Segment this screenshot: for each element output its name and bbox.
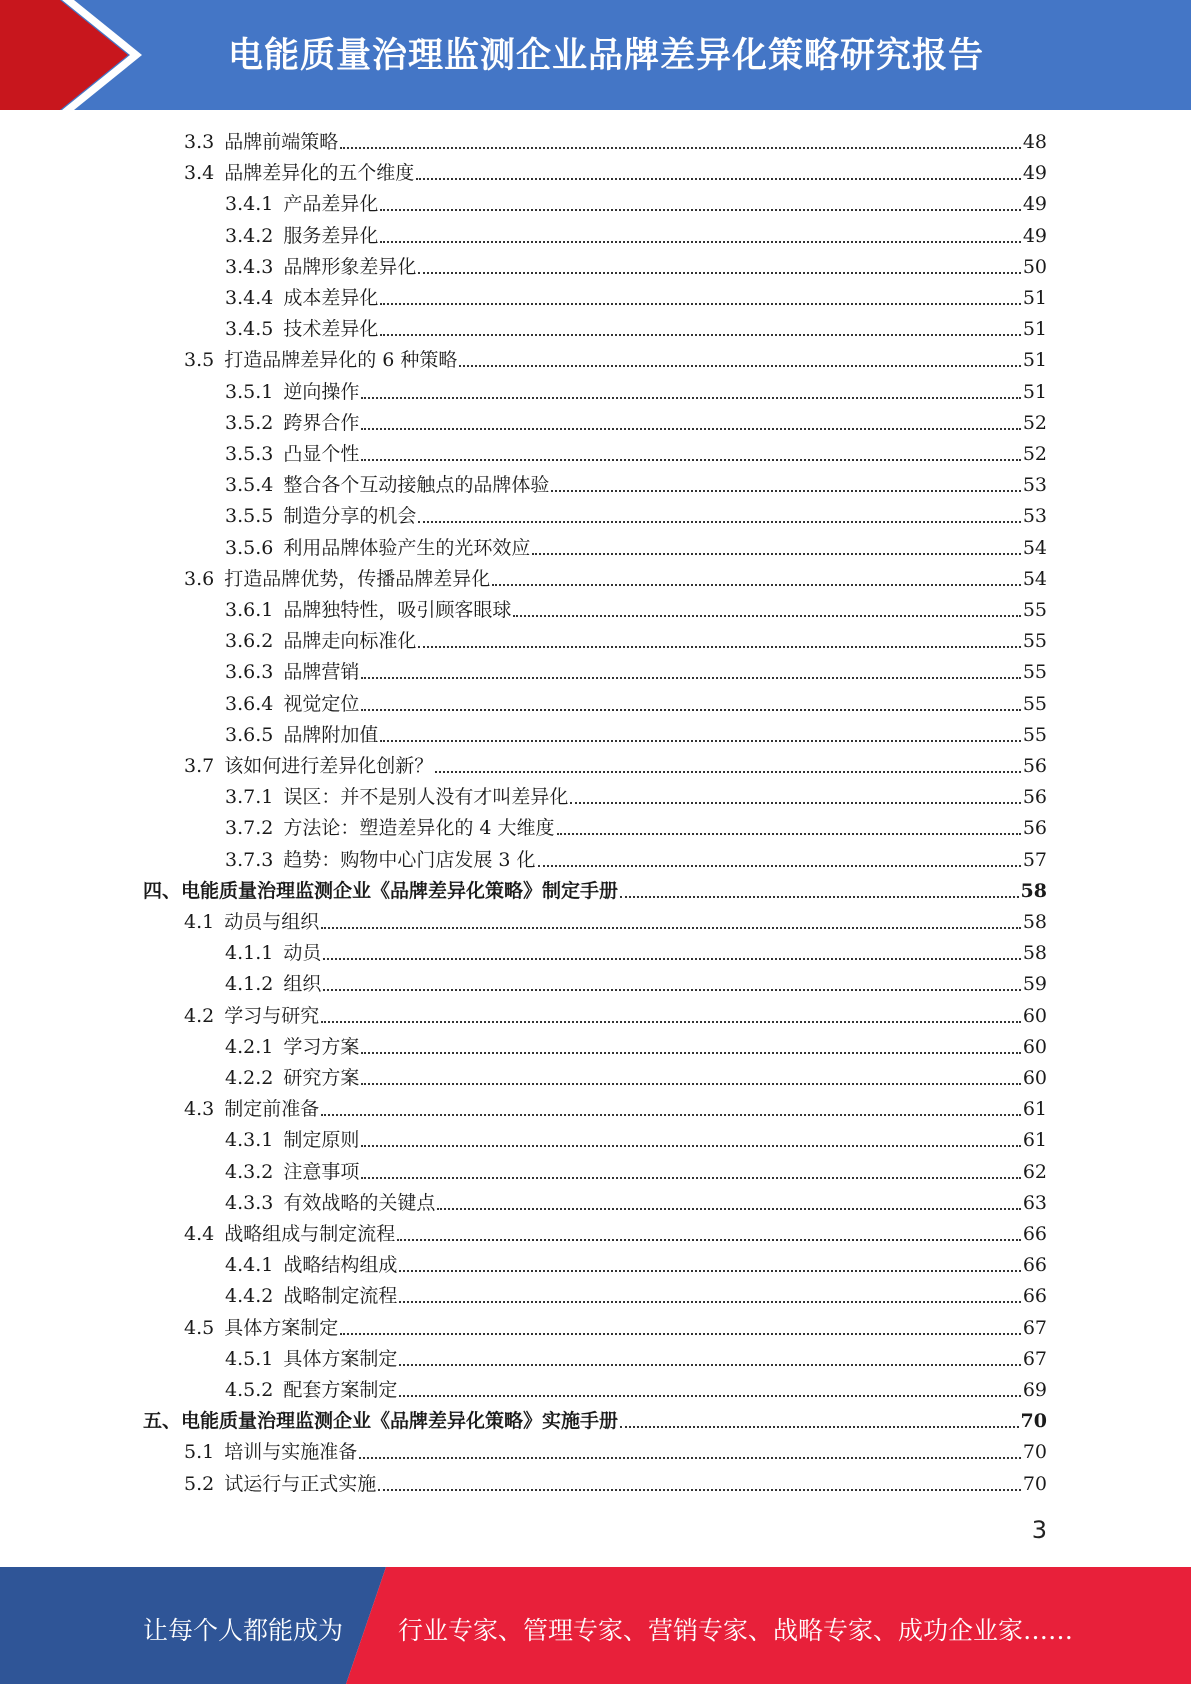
toc-dot-leader [620, 1424, 1019, 1428]
toc-dot-leader [492, 582, 1021, 586]
toc-entry[interactable] [184, 751, 1047, 782]
toc-entry-page: 51 [1022, 318, 1047, 341]
toc-entry[interactable] [225, 1032, 1047, 1063]
toc-dot-leader [361, 1050, 1020, 1054]
toc-entry[interactable] [225, 439, 1047, 470]
toc-entry-number: 3.4.2 [225, 224, 274, 247]
toc-dot-leader [380, 207, 1020, 211]
toc-entry-number: 4.2 [184, 1004, 215, 1027]
toc-entry-page: 58 [1022, 942, 1047, 965]
toc-entry-title: 动员与组织 [224, 911, 320, 933]
toc-entry-number: 4.4.1 [225, 1254, 274, 1277]
toc-entry-title: 凸显个性 [283, 443, 360, 465]
toc-entry-number: 3.6.3 [225, 661, 274, 684]
toc-dot-leader [321, 1019, 1021, 1023]
toc-entry[interactable] [225, 1250, 1047, 1281]
toc-dot-leader [418, 270, 1020, 274]
toc-entry-number: 4.5.2 [225, 1379, 274, 1401]
toc-entry[interactable] [184, 1001, 1047, 1032]
toc-entry-title: 整合各个互动接触点的品牌体验 [283, 474, 550, 497]
toc-entry-number: 3.7.3 [225, 848, 274, 871]
toc-entry[interactable] [225, 501, 1047, 532]
toc-entry-number: 3.5.2 [225, 411, 274, 434]
toc-entry[interactable] [143, 876, 1047, 907]
toc-entry[interactable] [225, 1188, 1047, 1219]
toc-entry[interactable] [225, 1063, 1047, 1094]
toc-entry-page: 66 [1022, 1254, 1047, 1277]
toc-dot-leader [418, 519, 1020, 523]
toc-entry-title: 品牌附加值 [283, 723, 379, 746]
toc-entry-page: 56 [1022, 817, 1047, 840]
toc-entry[interactable] [225, 1157, 1047, 1188]
toc-entry-page: 49 [1022, 193, 1047, 216]
toc-entry[interactable] [225, 533, 1047, 564]
toc-dot-leader [361, 426, 1020, 430]
toc-entry-page: 49 [1022, 162, 1047, 185]
toc-dot-leader [361, 395, 1020, 399]
toc-entry[interactable] [225, 221, 1047, 252]
toc-entry-page: 55 [1022, 630, 1047, 653]
toc-entry-title: 视觉定位 [283, 692, 360, 715]
toc-entry-page: 60 [1022, 1035, 1047, 1058]
toc-entry-title: 学习方案 [283, 1035, 360, 1058]
toc-entry-page: 59 [1022, 973, 1047, 996]
toc-entry-number: 3.4.4 [225, 287, 274, 309]
toc-dot-leader [361, 707, 1020, 711]
document-title: 电能质量治理监测企业品牌差异化策略研究报告 [228, 36, 985, 76]
toc-dot-leader [459, 363, 1020, 367]
toc-entry-title: 品牌形象差异化 [283, 255, 417, 278]
toc-entry-title: 品牌走向标准化 [283, 630, 417, 653]
toc-entry-title: 成本差异化 [283, 287, 379, 309]
toc-entry[interactable] [143, 1406, 1047, 1437]
toc-dot-leader [416, 176, 1021, 180]
footer-slogan-right: 行业专家、管理专家、营销专家、战略专家、成功企业家…… [398, 1616, 1074, 1645]
toc-entry-title: 制定原则 [283, 1129, 360, 1152]
toc-entry-page: 51 [1022, 349, 1047, 372]
toc-entry[interactable] [225, 314, 1047, 345]
toc-entry-page: 56 [1022, 786, 1047, 809]
toc-entry-page: 61 [1022, 1129, 1047, 1152]
toc-entry-title: 电能质量治理监测企业《品牌差异化策略》实施手册 [181, 1410, 619, 1433]
toc-entry-number: 4.1 [184, 911, 215, 933]
toc-entry[interactable] [225, 1375, 1047, 1406]
toc-entry-number: 3.5.5 [225, 505, 274, 528]
toc-entry-title: 具体方案制定 [283, 1347, 398, 1370]
toc-entry-number: 4.2.2 [225, 1067, 274, 1089]
toc-entry-page: 67 [1022, 1316, 1047, 1339]
toc-entry[interactable] [184, 564, 1047, 595]
page-footer [0, 1567, 1191, 1684]
toc-entry-page: 51 [1022, 287, 1047, 309]
toc-entry-title: 研究方案 [283, 1067, 360, 1089]
toc-entry-title: 学习与研究 [224, 1004, 320, 1027]
toc-entry-title: 试运行与正式实施 [224, 1472, 377, 1495]
toc-entry-number: 4.3.1 [225, 1129, 274, 1152]
toc-entry-number: 4.5.1 [225, 1347, 274, 1370]
toc-dot-leader [380, 738, 1020, 742]
header-arrow-decoration [0, 0, 160, 110]
toc-entry-number: 4.4 [184, 1223, 215, 1245]
toc-entry-page: 55 [1022, 692, 1047, 715]
toc-dot-leader [323, 956, 1020, 960]
toc-entry[interactable] [225, 1125, 1047, 1156]
toc-entry-number: 3.5.4 [225, 474, 274, 497]
toc-entry[interactable] [225, 720, 1047, 751]
toc-entry-title: 品牌前端策略 [224, 131, 339, 153]
toc-entry[interactable] [225, 813, 1047, 844]
toc-entry-number: 五、 [143, 1410, 182, 1433]
toc-dot-leader [323, 987, 1020, 991]
toc-entry-title: 服务差异化 [283, 224, 379, 247]
toc-dot-leader [380, 239, 1020, 243]
toc-entry[interactable] [225, 283, 1047, 314]
toc-entry[interactable] [225, 470, 1047, 501]
toc-entry[interactable] [225, 689, 1047, 720]
toc-dot-leader [361, 675, 1020, 679]
toc-entry-number: 4.3 [184, 1098, 215, 1121]
toc-entry-page: 69 [1022, 1379, 1047, 1401]
toc-entry[interactable] [225, 782, 1047, 813]
toc-entry-number: 四、 [143, 879, 182, 902]
toc-entry-page: 60 [1022, 1004, 1047, 1027]
toc-entry-number: 3.5 [184, 349, 215, 372]
toc-entry-page: 55 [1022, 661, 1047, 684]
toc-entry-title: 制定前准备 [224, 1098, 320, 1121]
toc-entry-page: 62 [1022, 1160, 1047, 1183]
toc-entry-number: 4.1.2 [225, 973, 274, 996]
toc-entry-page: 52 [1022, 411, 1047, 434]
toc-entry-title: 培训与实施准备 [224, 1441, 358, 1464]
toc-entry-title: 具体方案制定 [224, 1316, 339, 1339]
toc-entry[interactable] [225, 377, 1047, 408]
toc-dot-leader [513, 613, 1020, 617]
toc-entry-number: 3.5.6 [225, 536, 274, 559]
toc-entry[interactable] [184, 1219, 1047, 1250]
toc-entry-number: 4.3.2 [225, 1160, 274, 1183]
toc-entry-page: 56 [1022, 755, 1047, 777]
toc-entry-page: 63 [1022, 1191, 1047, 1214]
toc-entry[interactable] [225, 938, 1047, 969]
toc-entry-title: 品牌差异化的五个维度 [224, 162, 415, 185]
toc-entry[interactable] [184, 907, 1047, 938]
toc-entry-number: 3.3 [184, 131, 215, 153]
toc-entry-title: 产品差异化 [283, 193, 379, 216]
toc-entry-page: 51 [1022, 380, 1047, 403]
toc-dot-leader [321, 1112, 1021, 1116]
toc-entry-number: 3.5.1 [225, 380, 274, 403]
toc-dot-leader [378, 1487, 1021, 1491]
toc-entry[interactable] [225, 969, 1047, 1000]
toc-entry-number: 4.5 [184, 1316, 215, 1339]
toc-entry-title: 电能质量治理监测企业《品牌差异化策略》制定手册 [181, 879, 619, 902]
toc-entry[interactable] [225, 1344, 1047, 1375]
toc-entry[interactable] [184, 158, 1047, 189]
toc-entry[interactable] [225, 252, 1047, 283]
toc-entry-page: 52 [1022, 443, 1047, 465]
toc-entry-number: 3.4.5 [225, 318, 274, 341]
toc-dot-leader [435, 769, 1021, 773]
toc-entry-number: 4.3.3 [225, 1191, 274, 1214]
toc-entry-title: 逆向操作 [283, 380, 360, 403]
toc-entry-title: 有效战略的关键点 [283, 1191, 436, 1214]
toc-entry[interactable] [184, 127, 1047, 158]
toc-entry[interactable] [225, 626, 1047, 657]
toc-entry-page: 70 [1020, 1410, 1047, 1433]
toc-entry-page: 55 [1022, 599, 1047, 621]
toc-entry-title: 组织 [283, 973, 322, 996]
toc-entry-page: 48 [1022, 131, 1047, 153]
toc-entry-page: 70 [1022, 1472, 1047, 1495]
toc-entry-title: 方法论：塑造差异化的 4 大维度 [283, 817, 555, 840]
toc-dot-leader [361, 1175, 1020, 1179]
toc-dot-leader [538, 863, 1021, 867]
toc-dot-leader [361, 1081, 1020, 1085]
toc-dot-leader [361, 457, 1020, 461]
toc-dot-leader [397, 1237, 1021, 1241]
toc-entry-title: 技术差异化 [283, 318, 379, 341]
toc-entry-title: 品牌独特性，吸引顾客眼球 [283, 599, 512, 621]
toc-entry[interactable] [184, 345, 1047, 376]
toc-entry-page: 67 [1022, 1347, 1047, 1370]
toc-entry-page: 54 [1022, 567, 1047, 590]
toc-entry-number: 4.1.1 [225, 942, 274, 965]
toc-entry[interactable] [225, 1281, 1047, 1312]
toc-entry[interactable] [225, 845, 1047, 876]
toc-entry-title: 战略制定流程 [283, 1285, 398, 1308]
toc-dot-leader [570, 800, 1020, 804]
toc-dot-leader [418, 644, 1020, 648]
toc-dot-leader [361, 1143, 1020, 1147]
toc-entry-title: 品牌营销 [283, 661, 360, 684]
toc-entry-number: 3.6.2 [225, 630, 274, 653]
toc-entry-title: 动员 [283, 942, 322, 965]
toc-entry-page: 55 [1022, 723, 1047, 746]
toc-entry-number: 3.7 [184, 755, 215, 777]
toc-dot-leader [557, 831, 1021, 835]
toc-dot-leader [551, 488, 1020, 492]
toc-entry-title: 战略组成与制定流程 [224, 1223, 396, 1245]
toc-entry-title: 注意事项 [283, 1160, 360, 1183]
toc-entry-number: 3.4 [184, 162, 215, 185]
toc-entry-page: 58 [1020, 879, 1047, 902]
toc-entry[interactable] [225, 189, 1047, 220]
page-number: 3 [1031, 1516, 1047, 1544]
toc-entry-number: 3.6 [184, 567, 215, 590]
toc-dot-leader [340, 1331, 1021, 1335]
toc-entry-title: 配套方案制定 [283, 1379, 398, 1401]
toc-entry-page: 66 [1022, 1285, 1047, 1308]
toc-entry-number: 3.7.2 [225, 817, 274, 840]
toc-entry[interactable] [184, 1313, 1047, 1344]
toc-entry-title: 该如何进行差异化创新？ [224, 755, 434, 777]
toc-entry-page: 57 [1022, 848, 1047, 871]
toc-entry-number: 5.2 [184, 1472, 215, 1495]
toc-dot-leader [380, 301, 1020, 305]
toc-entry[interactable] [225, 408, 1047, 439]
toc-entry-number: 4.2.1 [225, 1035, 274, 1058]
toc-entry-title: 误区：并不是别人没有才叫差异化 [283, 786, 569, 809]
toc-entry-title: 制造分享的机会 [283, 505, 417, 528]
toc-dot-leader [620, 894, 1019, 898]
toc-dot-leader [399, 1393, 1020, 1397]
toc-entry-page: 61 [1022, 1098, 1047, 1121]
toc-dot-leader [399, 1362, 1020, 1366]
toc-entry-number: 4.4.2 [225, 1285, 274, 1308]
toc-entry-number: 3.6.4 [225, 692, 274, 715]
toc-entry-title: 利用品牌体验产生的光环效应 [283, 536, 531, 559]
toc-dot-leader [321, 925, 1021, 929]
toc-entry-title: 打造品牌优势，传播品牌差异化 [224, 567, 491, 590]
toc-entry-title: 战略结构组成 [283, 1254, 398, 1277]
toc-entry-title: 趋势：购物中心门店发展 3 化 [283, 848, 536, 871]
toc-dot-leader [399, 1299, 1020, 1303]
toc-entry-number: 3.5.3 [225, 443, 274, 465]
toc-entry-title: 跨界合作 [283, 411, 360, 434]
toc-entry-page: 49 [1022, 224, 1047, 247]
toc-entry-page: 50 [1022, 255, 1047, 278]
toc-entry-number: 3.6.5 [225, 723, 274, 746]
toc-entry-page: 70 [1022, 1441, 1047, 1464]
toc-entry-number: 3.7.1 [225, 786, 274, 809]
toc-entry[interactable] [225, 657, 1047, 688]
toc-entry-number: 3.4.3 [225, 255, 274, 278]
toc-entry-number: 5.1 [184, 1441, 215, 1464]
toc-entry[interactable] [184, 1469, 1047, 1500]
toc-entry[interactable] [184, 1094, 1047, 1125]
toc-entry[interactable] [184, 1437, 1047, 1468]
toc-entry-page: 53 [1022, 505, 1047, 528]
toc-entry-page: 58 [1022, 911, 1047, 933]
toc-entry-page: 60 [1022, 1067, 1047, 1089]
toc-entry-number: 3.4.1 [225, 193, 274, 216]
toc-dot-leader [399, 1268, 1020, 1272]
toc-entry-number: 3.6.1 [225, 599, 274, 621]
toc-entry-page: 66 [1022, 1223, 1047, 1245]
toc-dot-leader [340, 145, 1021, 149]
page-header [0, 0, 1191, 110]
toc-dot-leader [359, 1455, 1021, 1459]
toc-dot-leader [437, 1206, 1020, 1210]
toc-entry-page: 54 [1022, 536, 1047, 559]
toc-entry[interactable] [225, 595, 1047, 626]
toc-dot-leader [380, 332, 1020, 336]
toc-entry-page: 53 [1022, 474, 1047, 497]
toc-entry-title: 打造品牌差异化的 6 种策略 [224, 349, 458, 372]
footer-slogan-left: 让每个人都能成为 [143, 1616, 344, 1645]
toc-dot-leader [532, 551, 1020, 555]
